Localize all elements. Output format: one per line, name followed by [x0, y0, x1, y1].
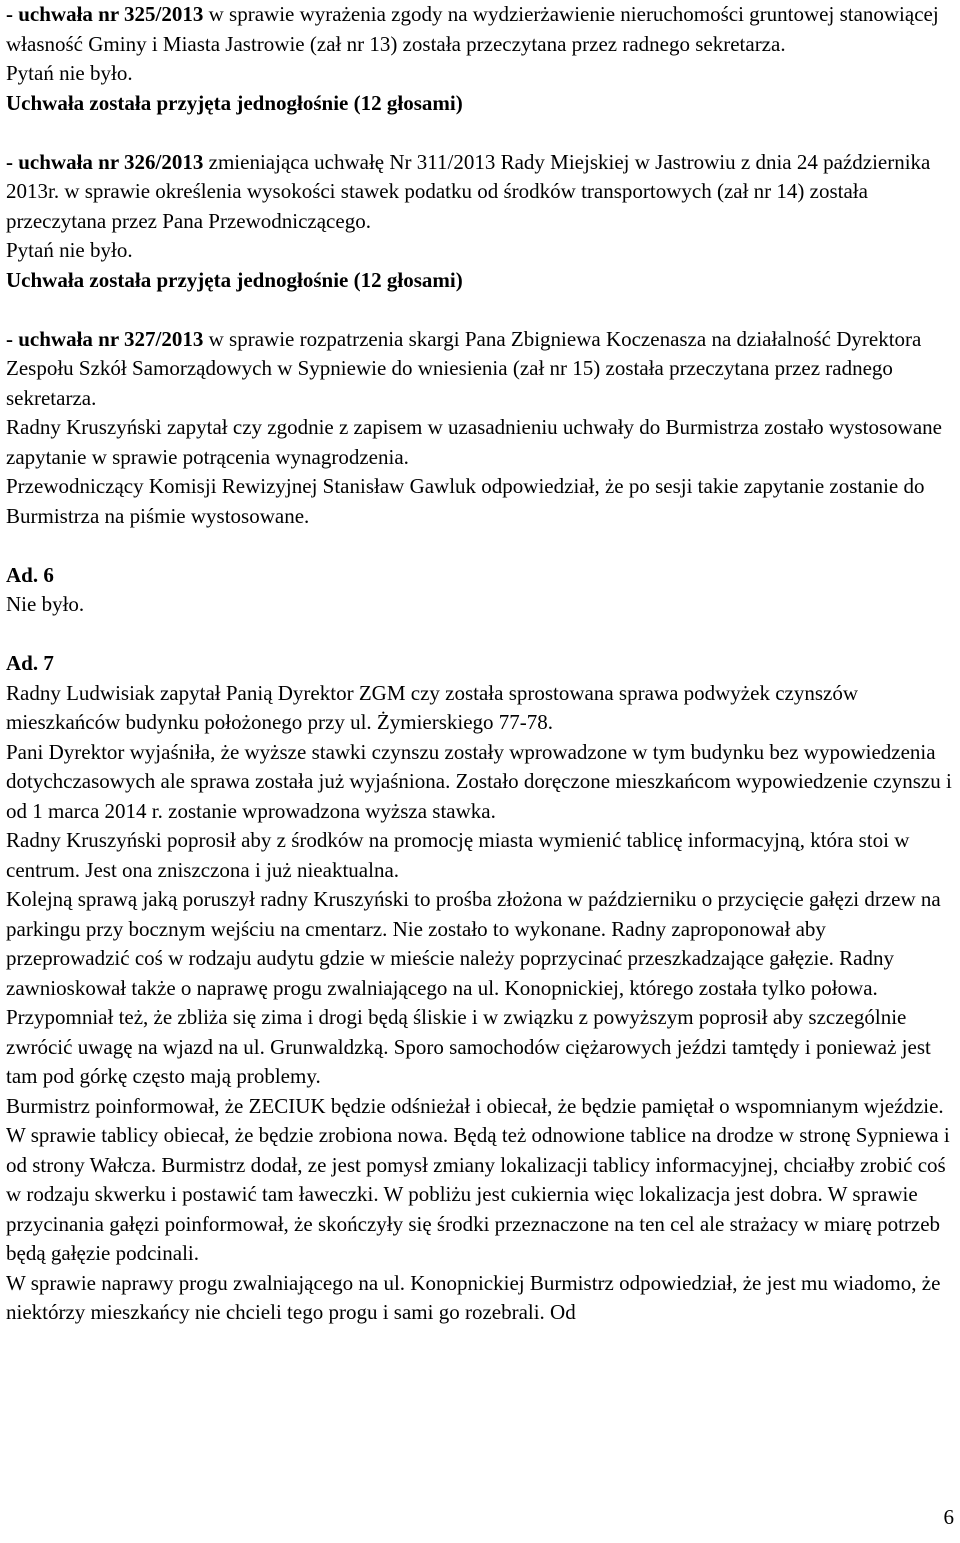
ad7-paragraph: Kolejną sprawą jaką poruszył radny Kruszyński to prośba złożona w październiku o przycięcie gałęzi drzew na parkingu przy bocznym wejściu na cmentarz. Nie zostało to wykonane. Radny zaproponował aby przeprowadzić coś w rodzaju audytu gdzie w mieście należy poprzycinać przeszkadzające gałęzie. Radny zawnioskował także o naprawę progu zwalniającego na ul. Konopnickiej, którego została tylko połowa. Przypomniał też, że zbliża się zima i drogi będą śliskie i w związku z powyższym poprosił aby szczególnie zwrócić uwagę na wjazd na ul. Grunwaldzką. Sporo samochodów ciężarowych jeździ tamtędy i ponieważ jest tam pod górkę często mają problemy. [6, 887, 941, 1088]
paragraph-uchwala-327 [6, 325, 954, 414]
resolution-number: - uchwała nr 326/2013 [6, 149, 204, 174]
resolution-number: - uchwała nr 325/2013 [6, 2, 204, 26]
spacer [6, 118, 954, 148]
questions-note: Pytań nie było. [6, 238, 133, 262]
vote-result: Uchwała została przyjęta jednogłośnie (12 głosami) [6, 90, 463, 115]
page-number: 6 [943, 1505, 954, 1529]
ad7-paragraph: Burmistrz poinformował, że ZECIUK będzie odśnieżał i obiecał, że będzie pamiętał o wspomnianym wjeździe. W sprawie tablicy obiecał, że będzie zrobiona nowa. Będą też odnowione tablice na drodze w stronę Sypniewa i od strony Wałcza. Burmistrz dodał, ze jest pomysł zmiany lokalizacji tablicy informacyjnej, chciałby zrobić coś w rodzaju skwerku i postawić tam ławeczki. W pobliżu jest cukiernia więc lokalizacja jest dobra. W sprawie przycinania gałęzi poinformował, że skończyły się środki przeznaczone na ten cel ale strażacy w miarę potrzeb będą gałęzie podcinali. [6, 1093, 950, 1265]
section-text-ad6: Nie było. [6, 592, 85, 616]
ad7-paragraph: Radny Kruszyński poprosił aby z środków na promocję miasta wymienić tablicę informacyjną, która stoi w centrum. Jest ona zniszczona i już nieaktualna. [6, 828, 910, 882]
paragraph-uchwala-326 [6, 148, 954, 237]
questions-note: Pytań nie było. [6, 61, 133, 85]
section-heading-ad6: Ad. 6 [6, 562, 54, 587]
ad7-paragraph: Radny Ludwisiak zapytał Panią Dyrektor ZGM czy została sprostowana sprawa podwyżek czynszów mieszkańców budynku położonego przy ul. Żymierskiego 77-78. [6, 680, 858, 734]
section-heading-ad7: Ad. 7 [6, 651, 54, 675]
spacer [6, 295, 954, 325]
question-kruszynski: Radny Kruszyński zapytał czy zgodnie z zapisem w uzasadnieniu uchwały do Burmistrza zostało wystosowane zapytanie w sprawie potrącenia wynagrodzenia. [6, 415, 942, 469]
resolution-text: w sprawie wyrażenia zgody na wydzierżawienie nieruchomości gruntowej stanowiącej własność Gminy i Miasta Jastrowie (zał nr 13) została przeczytana przez radnego sekretarza. [6, 2, 939, 56]
ad7-paragraph: Pani Dyrektor wyjaśniła, że wyższe stawki czynszu zostały wprowadzone w tym budynku bez wypowiedzenia dotychczasowych ale sprawa została już wyjaśniona. Zostało doręczone mieszkańcom wypowiedzenie czynszu i od 1 marca 2014 r. zostanie wprowadzona wyższa stawka. [6, 739, 952, 823]
resolution-text: zmieniająca uchwałę Nr 311/2013 Rady Miejskiej w Jastrowiu z dnia 24 października 2013r. w sprawie określenia wysokości stawek podatku od środków transportowych (zał nr 14) została przeczytana przez Pana Przewodniczącego. [6, 149, 931, 233]
spacer [6, 620, 954, 650]
document-page [6, 0, 954, 1328]
spacer [6, 531, 954, 561]
answer-gawluk: Przewodniczący Komisji Rewizyjnej Stanisław Gawluk odpowiedział, że po sesji takie zapytanie zostanie do Burmistrza na piśmie wystosowane. [6, 474, 925, 528]
vote-result: Uchwała została przyjęta jednogłośnie (12 głosami) [6, 267, 463, 292]
resolution-number: - uchwała nr 327/2013 [6, 326, 204, 351]
resolution-text: w sprawie rozpatrzenia skargi Pana Zbigniewa Koczenasza na działalność Dyrektora Zespołu Szkół Samorządowych w Sypniewie do wniesienia (zał nr 15) została przeczytana przez radnego sekretarza. [6, 326, 922, 410]
paragraph-uchwala-325 [6, 0, 954, 59]
ad7-paragraph: W sprawie naprawy progu zwalniającego na ul. Konopnickiej Burmistrz odpowiedział, że jest mu wiadomo, że niektórzy mieszkańcy nie chcieli tego progu i sami go rozebrali. Od [6, 1270, 941, 1324]
